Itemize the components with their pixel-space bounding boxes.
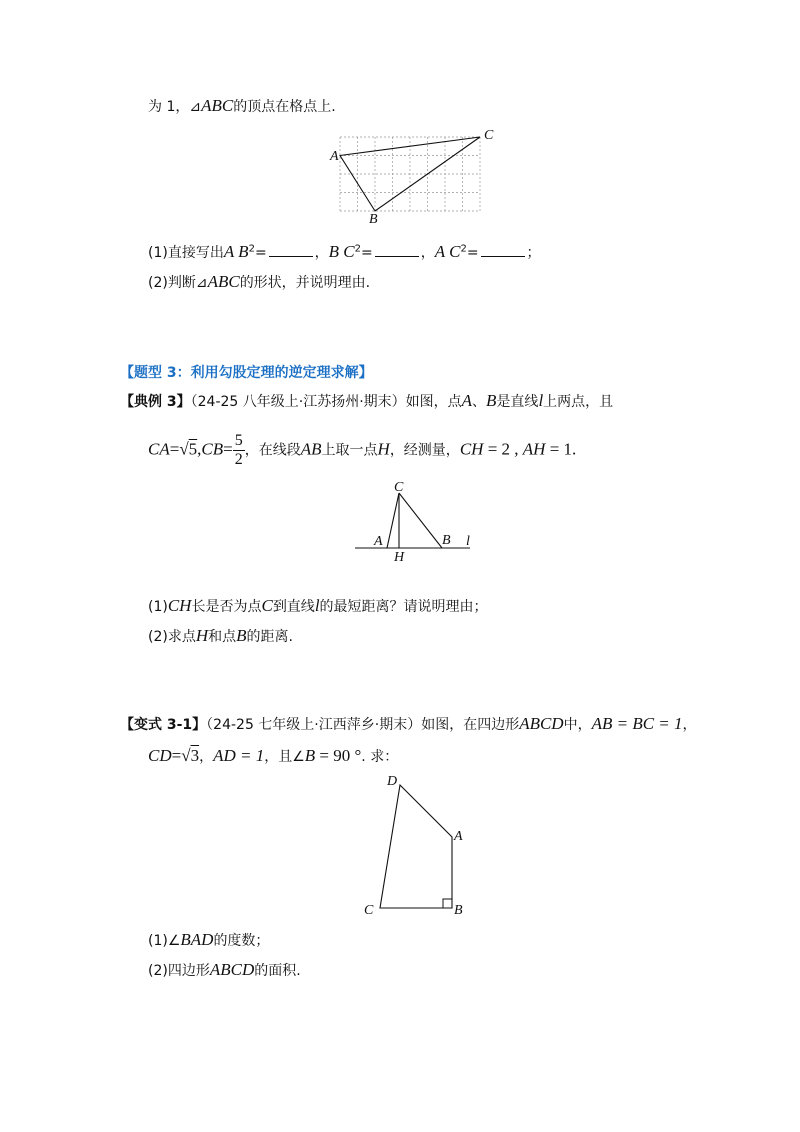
segment-ca — [387, 493, 399, 548]
label-d: D — [387, 774, 398, 789]
label-c: C — [394, 480, 404, 495]
answer-blank-ab[interactable] — [269, 244, 313, 257]
label-b: B — [369, 212, 378, 226]
fraction: $\frac{5}{2}$ — [234, 432, 243, 468]
example-question-2: (2)求点H和点B的距离. — [148, 626, 293, 645]
label-h: H — [394, 550, 405, 565]
triangle-symbol: ⊿ — [189, 99, 202, 115]
variant-3-1-line: 【变式 3-1】（24-25 七年级上·江西萍乡·期末）如图，在四边形ABCD中，AB = BC = 1， — [120, 714, 697, 733]
label-c: C — [484, 128, 494, 143]
variant-question-1: (1)∠BAD的度数； — [148, 930, 270, 949]
label-a: A — [374, 534, 383, 549]
label-a: A — [454, 829, 463, 844]
variant-question-2: (2)四边形ABCD的面积. — [148, 960, 301, 979]
intro-line: 为 1，⊿ABC的顶点在格点上. — [148, 96, 336, 115]
segment-cb — [399, 493, 442, 548]
question-2: (2)判断⊿ABC的形状，并说明理由. — [148, 272, 371, 291]
label-a: A — [330, 149, 339, 164]
example-3-line: 【典例 3】（24-25 八年级上·江苏扬州·期末）如图，点A、B是直线l上两点，且 — [120, 391, 614, 410]
question-1: (1)直接写出A $B^2=$ ，B $C^2=$ ，A $C^2=$ ； — [148, 242, 541, 261]
label-b: B — [454, 903, 463, 918]
given-line: CA=√5,CB= $\frac{5}{2}$ ，在线段AB上取一点H，经测量，CH = 2 , AH = 1. — [148, 432, 577, 468]
label-b: B — [442, 533, 451, 548]
section-heading: 【题型 3：利用勾股定理的逆定理求解】 — [120, 365, 373, 381]
grid-lines — [340, 137, 480, 211]
example-question-1: (1)CH长是否为点C到直线l的最短距离？请说明理由； — [148, 596, 488, 615]
label-l: l — [466, 534, 470, 549]
sqrt-symbol: √ — [181, 746, 191, 765]
answer-blank-bc[interactable] — [375, 244, 419, 257]
quadrilateral-abcd — [380, 785, 452, 908]
right-angle-mark — [443, 899, 452, 908]
answer-blank-ac[interactable] — [481, 244, 525, 257]
label-c: C — [364, 903, 374, 918]
line-triangle-figure — [350, 478, 490, 566]
sqrt-symbol: √ — [179, 439, 189, 459]
grid-triangle-figure — [325, 126, 505, 226]
variant-given-line: CD=√3，AD = 1，且∠B = 90 °. 求： — [148, 746, 399, 765]
quadrilateral-figure — [355, 770, 475, 920]
